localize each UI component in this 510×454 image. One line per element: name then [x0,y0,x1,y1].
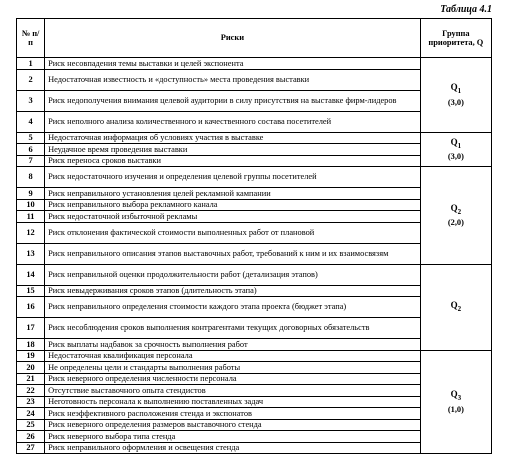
row-number: 25 [17,419,45,431]
priority-group-label: $Q_1$ [450,136,462,150]
row-risk: Риск неправильной оценки продолжительности работ (детализация этапов) [45,264,421,285]
row-risk: Недостаточная квалификация персонала [45,350,421,362]
priority-group-cell [420,58,491,133]
row-risk: Риск неправильного установления целей рекламной кампании [45,188,421,200]
row-risk: Недостаточная информация об условиях участия в выставке [45,132,421,144]
row-risk: Риск недополучения внимания целевой аудитории в силу присутствия на выставке фирм-лидеров [45,90,421,111]
priority-group-value: (3,0) [447,97,464,107]
row-risk: Риск несоблюдения сроков выполнения контрагентами текущих договорных обязательств [45,318,421,339]
table-row [17,350,492,362]
row-risk: Риск несовпадения темы выставки и целей экспонента [45,58,421,70]
row-number: 2 [17,69,45,90]
row-risk: Неудачное время проведения выставки [45,144,421,156]
row-number: 26 [17,431,45,443]
priority-group-cell [420,350,491,454]
priority-group-value: (2,0) [447,218,464,228]
priority-group-label: $Q_2$ [450,202,462,216]
row-number: 3 [17,90,45,111]
priority-group-value: (3,0) [447,152,464,162]
row-risk: Риск неправильного определения стоимости каждого этапа проекта (бюджет этапа) [45,297,421,318]
row-number: 11 [17,211,45,223]
table-header-row [17,19,492,58]
priority-group-label: $Q_2$ [450,300,462,313]
table-row [17,264,492,285]
row-risk: Риск отклонения фактической стоимости выполненных работ от плановой [45,222,421,243]
risk-priority-table [16,18,492,454]
row-risk: Недостаточная известность и «доступность» места проведения выставки [45,69,421,90]
row-number: 24 [17,408,45,420]
row-number: 16 [17,297,45,318]
row-number: 17 [17,318,45,339]
row-risk: Отсутствие выставочного опыта стендистов [45,385,421,397]
row-number: 20 [17,362,45,374]
row-number: 8 [17,167,45,188]
row-number: 18 [17,339,45,351]
row-number: 19 [17,350,45,362]
row-number: 1 [17,58,45,70]
row-risk: Не определены цели и стандарты выполнения работы [45,362,421,374]
row-risk: Риск неправильного оформления и освещения стенда [45,442,421,454]
row-number: 10 [17,199,45,211]
row-risk: Риск неполного анализа количественного и качественного состава посетителей [45,111,421,132]
row-risk: Риск выплаты надбавок за срочность выполнения работ [45,339,421,351]
row-number: 27 [17,442,45,454]
table-row [17,58,492,70]
table-row [17,132,492,144]
priority-group-cell [420,264,491,350]
row-number: 12 [17,222,45,243]
row-risk: Риск переноса сроков выставки [45,155,421,167]
priority-group-label: $Q_3$ [450,389,462,403]
priority-group-cell [420,167,491,265]
row-number: 21 [17,373,45,385]
row-risk: Риск невыдерживания сроков этапов (длительность этапа) [45,285,421,297]
row-number: 22 [17,385,45,397]
header-group: Группа приоритета, Q [420,19,491,58]
row-number: 4 [17,111,45,132]
priority-group-cell [420,132,491,167]
header-risks: Риски [45,19,421,58]
row-number: 9 [17,188,45,200]
row-number: 23 [17,396,45,408]
table-caption: Таблица 4.1 [440,4,492,15]
row-number: 14 [17,264,45,285]
priority-group-label: $Q_1$ [450,82,462,96]
priority-group-value: (1,0) [447,404,464,414]
row-risk: Риск неэффективного расположения стенда и экспонатов [45,408,421,420]
row-number: 13 [17,243,45,264]
table-row [17,167,492,188]
row-risk: Риск неверного определения размеров выставочного стенда [45,419,421,431]
row-number: 15 [17,285,45,297]
row-risk: Риск недостаточного изучения и определения целевой группы посетителей [45,167,421,188]
header-num: № п/п [17,19,45,58]
row-risk: Неготовность персонала к выполнению поставленных задач [45,396,421,408]
row-risk: Риск недостаточной избыточной рекламы [45,211,421,223]
row-number: 7 [17,155,45,167]
row-risk: Риск неверного выбора типа стенда [45,431,421,443]
row-risk: Риск неправильного описания этапов выставочных работ, требований к ним и их взаимосвязям [45,243,421,264]
row-risk: Риск неверного определения численности персонала [45,373,421,385]
row-risk: Риск неправильного выбора рекламного канала [45,199,421,211]
row-number: 5 [17,132,45,144]
row-number: 6 [17,144,45,156]
